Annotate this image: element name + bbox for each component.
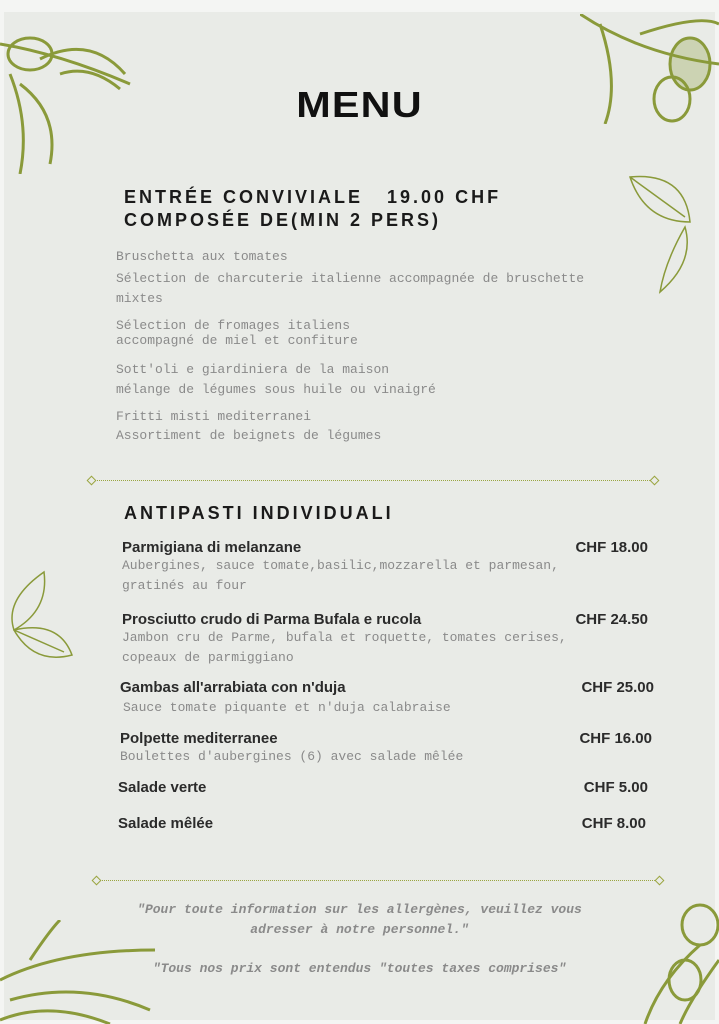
section-divider	[92, 480, 654, 481]
tax-note: "Tous nos prix sont entendus "toutes taxes comprises"	[152, 961, 567, 976]
entree-line: mixtes	[116, 291, 163, 306]
item-price: CHF 8.00	[581, 815, 646, 832]
item-price: CHF 16.00	[579, 730, 652, 747]
menu-item	[118, 815, 646, 832]
item-price: CHF 25.00	[581, 679, 654, 696]
item-name: Prosciutto crudo di Parma Bufala e rucola	[122, 611, 422, 628]
entree-heading	[124, 186, 501, 232]
entree-line: Fritti misti mediterranei	[116, 409, 312, 424]
entree-heading-line2: COMPOSÉE DE(MIN 2 PERS)	[124, 210, 442, 230]
menu-item	[118, 779, 648, 796]
entree-line: mélange de légumes sous huile ou vinaigré	[116, 382, 436, 397]
section-divider	[97, 880, 659, 881]
item-desc: Jambon cru de Parme, bufala et roquette, tomates cerises,	[122, 630, 567, 645]
menu-item	[122, 611, 648, 668]
item-desc: copeaux de parmiggiano	[122, 650, 294, 665]
item-name: Polpette mediterranee	[120, 730, 278, 747]
menu-item	[122, 539, 648, 596]
item-price: CHF 5.00	[583, 779, 648, 796]
basil-leaf-right-icon	[625, 172, 700, 297]
item-price: CHF 24.50	[575, 611, 648, 628]
entree-line: Sott'oli e giardiniera de la maison	[116, 362, 390, 377]
item-price: CHF 18.00	[575, 539, 648, 556]
item-name: Parmigiana di melanzane	[122, 539, 302, 556]
entree-heading-line1: ENTRÉE CONVIVIALE 19.00 CHF	[124, 187, 502, 207]
entree-line: Bruschetta aux tomates	[116, 249, 288, 264]
antipasti-heading: ANTIPASTI INDIVIDUALI	[124, 503, 394, 523]
menu-item	[120, 730, 652, 767]
entree-line: accompagné de miel et confiture	[116, 333, 358, 348]
item-name: Salade verte	[118, 779, 207, 796]
page-title: MENU	[296, 84, 423, 125]
item-desc: Aubergines, sauce tomate,basilic,mozzarella et parmesan,	[122, 558, 559, 573]
item-desc: gratinés au four	[122, 578, 247, 593]
entree-line: Sélection de fromages italiens	[116, 318, 351, 333]
menu-item	[120, 679, 654, 718]
item-desc: Sauce tomate piquante et n'duja calabraise	[123, 700, 451, 715]
allergen-note: "Pour toute information sur les allergènes, veuillez vous	[137, 902, 582, 917]
allergen-note: adresser à notre personnel."	[250, 922, 469, 937]
basil-leaf-left-icon	[4, 570, 74, 670]
entree-line: Sélection de charcuterie italienne accompagnée de bruschette	[116, 271, 585, 286]
item-desc: Boulettes d'aubergines (6) avec salade mêlée	[120, 749, 464, 764]
item-name: Salade mêlée	[118, 815, 214, 832]
entree-line: Assortiment de beignets de légumes	[116, 428, 382, 443]
item-name: Gambas all'arrabiata con n'duja	[120, 679, 346, 696]
